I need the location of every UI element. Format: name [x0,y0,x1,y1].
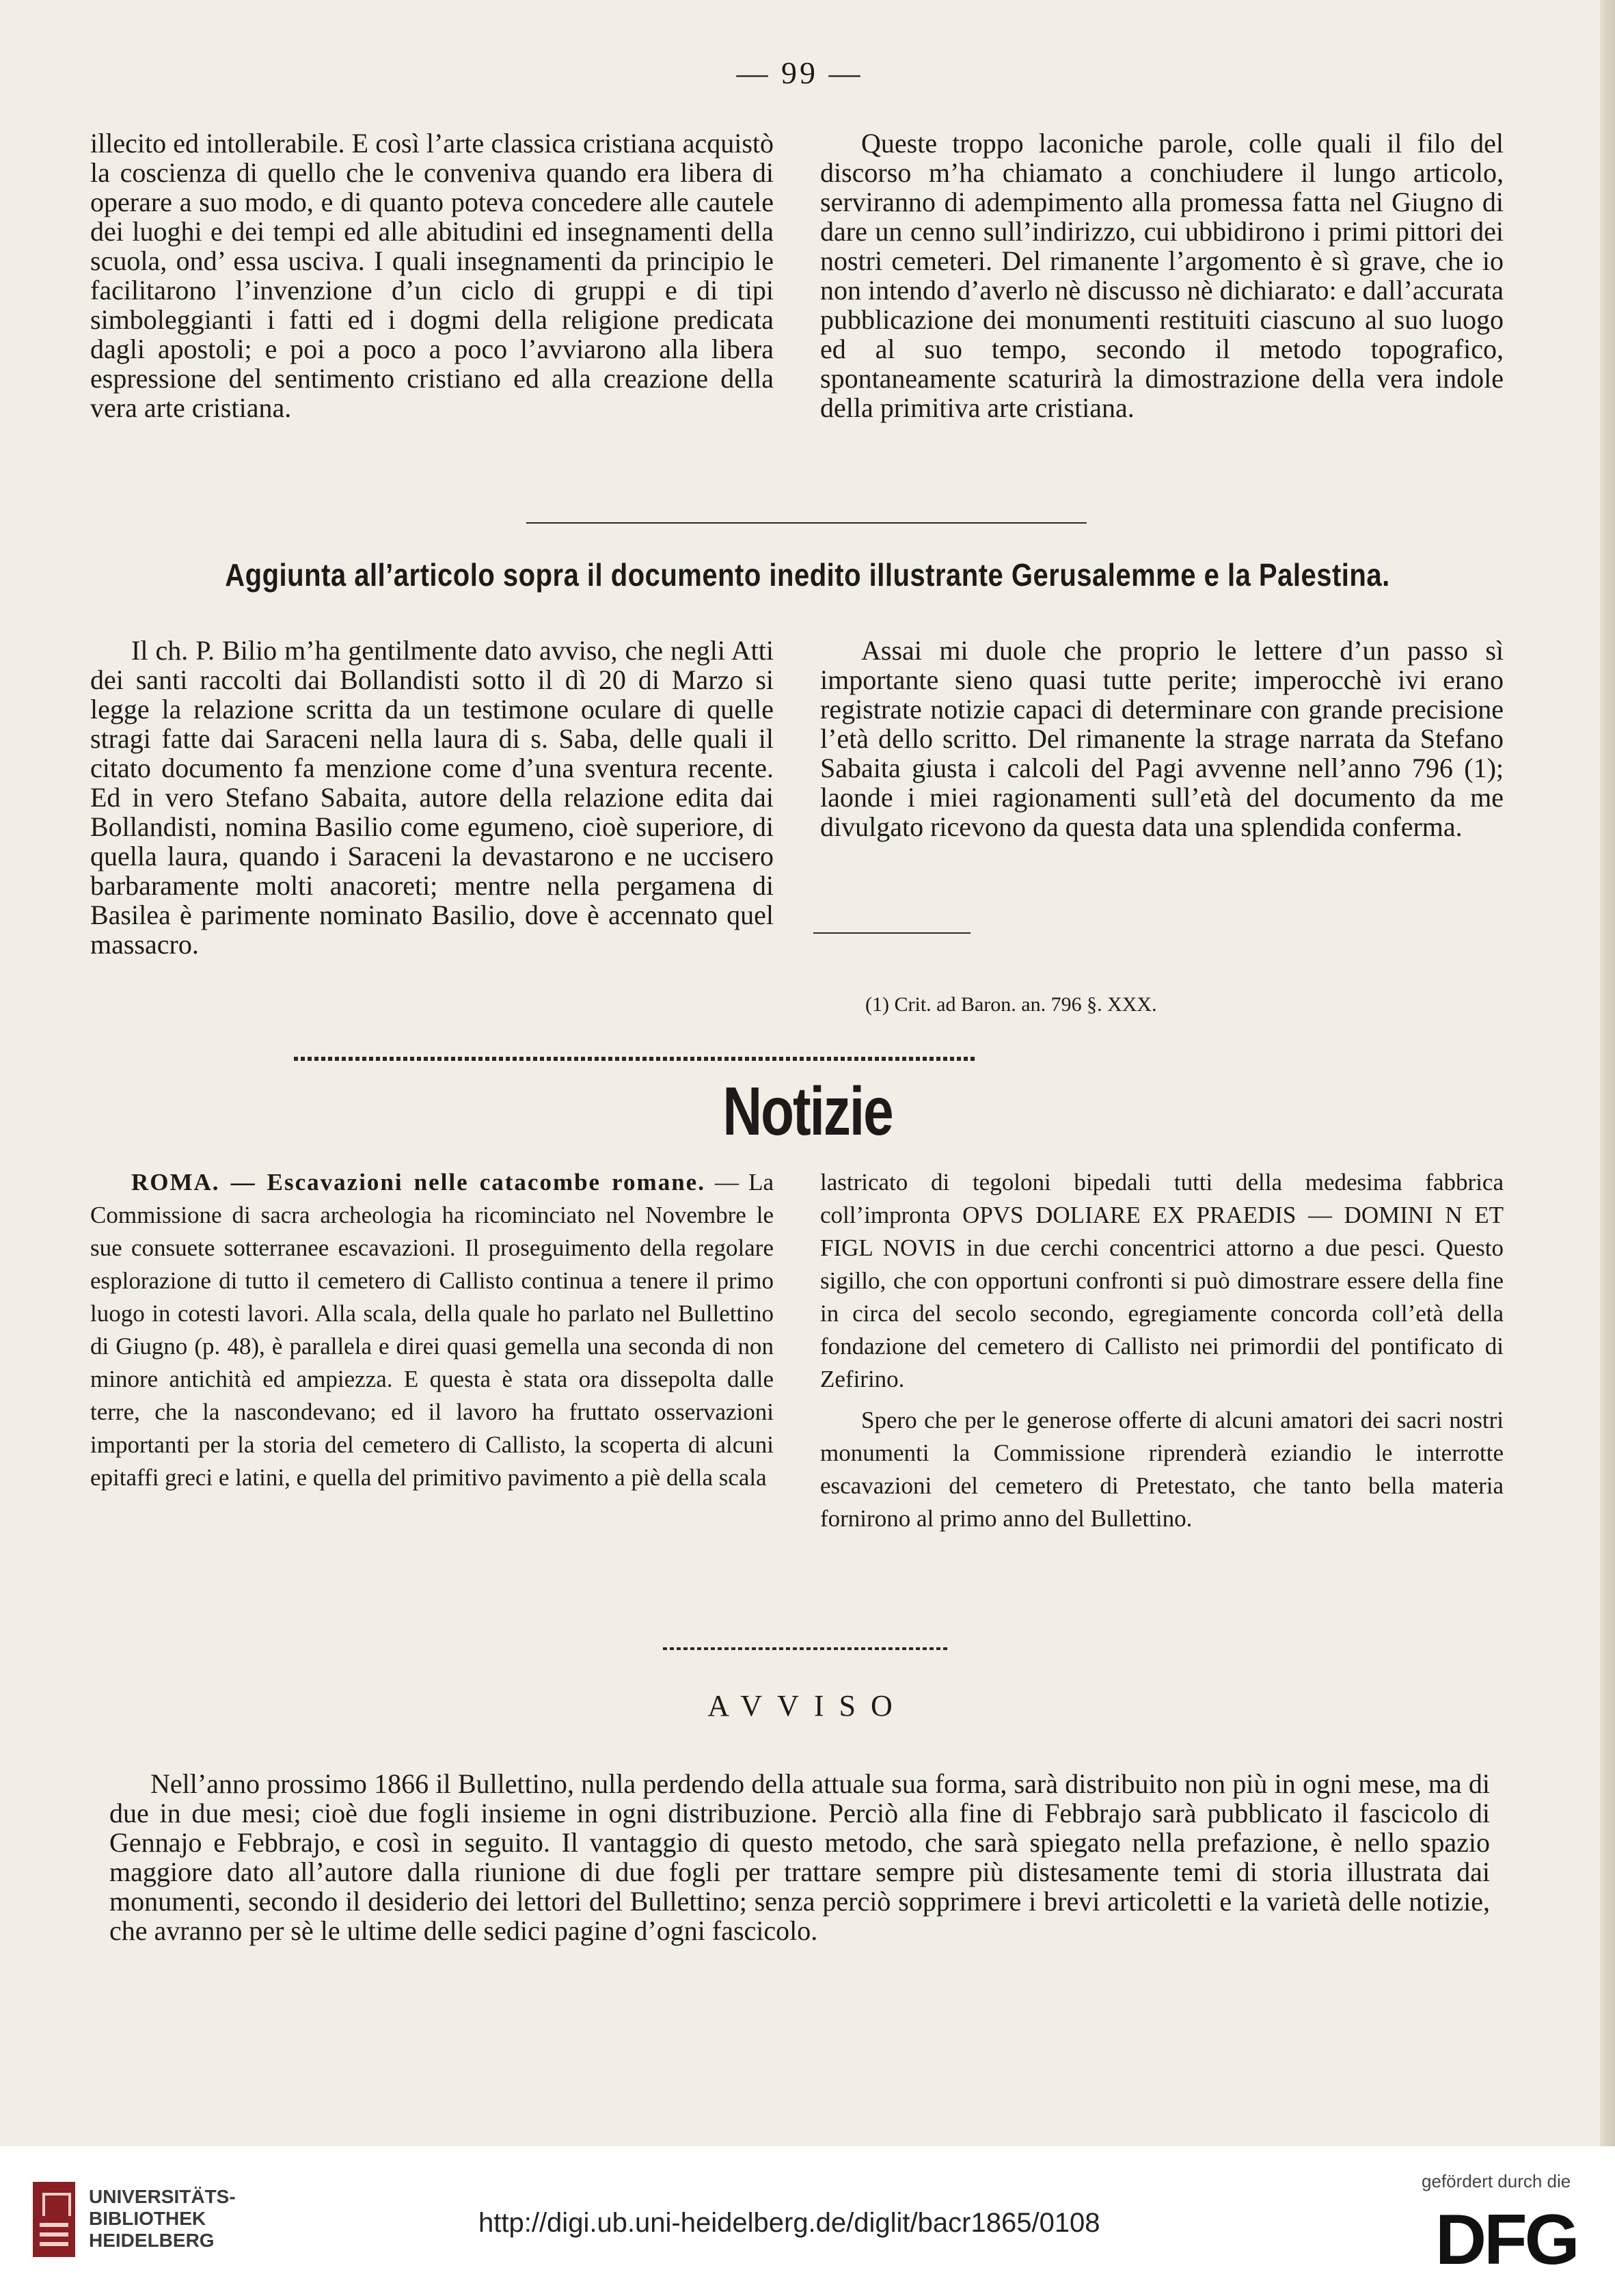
avviso-paragraph: Nell’anno prossimo 1866 il Bullettino, nulla perdendo della attuale sua forma, sarà distribuito non più in ogni mese, ma di due in due mesi; cioè due fogli insieme in ogni distribuzione. Perciò alla fine di Febbrajo sarà pubblicato il fascicolo di Gennajo e Febbrajo, e così in seguito. Il vantaggio di questo metodo, che sarà spiegato nella prefazione, è nello spazio maggiore dato all’autore dalla riunione di due fogli per trattare sempre più distesamente temi di storia illustrata dai monumenti, secondo il desiderio dei lettori del Bullettino; senza perciò sopprimere i brevi articoletti e la varietà delle notizie, che avranno per sè le ultime delle sedici pagine d’ogni fascicolo. [109,1768,1490,1946]
avviso-body [109,1769,1490,1945]
library-name: UNIVERSITÄTS- BIBLIOTHEK HEIDELBERG [89,2186,236,2251]
footnote [865,990,1480,1019]
footer-bar [0,2146,1615,2296]
footnote-text: (1) Crit. ad Baron. an. 796 §. XXX. [865,993,1157,1016]
aggiunta-right-column [820,636,1504,841]
dfg-logo: DFG [1435,2200,1577,2280]
top-right-column [820,129,1504,422]
top-left-column [90,129,774,422]
aggiunta-left-paragraph: Il ch. P. Bilio m’ha gentilmente dato avviso, che negli Atti dei santi raccolti dai Bollandisti sotto il dì 20 di Marzo si legge la relazione scritta da un testimone oculare di quelle stragi fatte dai Saraceni nella laura di s. Saba, delle quali il citato documento fa menzione come d’una sventura recente. Ed in vero Stefano Sabaita, autore della relazione edita dai Bollandisti, nomina Basilio come egumeno, cioè superiore, di quella laura, quando i Saraceni la devastarono e ne uccisero barbaramente molti anacoreti; mentre nella pergamena di Basilea è parimente nominato Basilio, dove è accennato quel massacro. [90,635,774,960]
avviso-heading: AVVISO [707,1689,908,1723]
notizie-left-column [90,1166,774,1494]
roma-heading: ROMA. — Escavazioni nelle catacombe romane. [131,1169,705,1196]
top-right-paragraph: Queste troppo laconiche parole, colle quali il filo del discorso m’ha chiamato a conchiudere il lungo articolo, serviranno di adempimento alla promessa fatta nel Giugno di dare un cenno sull’indirizzo, cui ubbidirono i primi pittori dei nostri cemeteri. Del rimanente l’argomento è sì grave, che io non intendo d’averlo nè discusso nè dichiarato: e dall’accurata pubblicazione dei monumenti restituiti ciascuno al suo luogo ed al suo tempo, secondo il metodo topografico, spontaneamente scaturirà la dimostrazione della vera indole della primitiva arte cristiana. [820,128,1504,423]
aggiunta-heading: Aggiunta all’articolo sopra il documento inedito illustrante Gerusalemme e la Palestina. [225,558,1390,593]
notizie-right-paragraph-2: Spero che per le generose offerte di alcuni amatori dei sacri nostri monumenti la Commissione riprenderà eziandio le interrotte escavazioni del cemetero di Pretestato, che tanto bella materia fornirono al primo anno del Bullettino. [820,1407,1504,1532]
aggiunta-left-column [90,636,774,959]
notizie-right-paragraph-1: lastricato di tegoloni bipedali tutti della medesima fabbrica coll’impronta OPVS DOLIARE EX PRAEDIS — DOMINI N ET FIGL NOVIS in due cerchi concentrici attorno a due pesci. Questo sigillo, che con opportuni confronti si può dimostrare essere della fine in circa del secolo secondo, egregiamente concorda coll’età della fondazione del cemetero di Callisto nei primordii del pontificato di Zefirino. [820,1169,1504,1392]
section-divider [526,522,1087,524]
aggiunta-right-paragraph: Assai mi duole che proprio le lettere d’un passo sì importante sieno quasi tutte perite; imperocchè ivi erano registrate notizie capaci di determinare con grande precisione l’età dello scritto. Del rimanente la strage narrata da Stefano Sabaita giusta i calcoli del Pagi avvenne nell’anno 796 (1); laonde i miei ragionamenti sull’età del documento da me divulgato ricevono da questa data una splendida conferma. [820,635,1504,842]
notizie-right-column [820,1166,1504,1535]
wavy-divider [294,1057,977,1061]
funded-by-label: gefördert durch die [1422,2171,1571,2191]
top-left-paragraph: illecito ed intollerabile. E così l’arte classica cristiana acquistò la coscienza di quello che le conveniva quando era libera di operare a suo modo, e di quanto poteva concedere alle cautele dei luoghi e dei tempi ed alle abitudini ed insegnamenti della scuola, ond’ essa usciva. I quali insegnamenti da principio le facilitarono l’invenzione d’un ciclo di gruppi e di tipi simboleggianti i fatti ed i dogmi della religione predicata dagli apostoli; e poi a poco a poco l’avviarono alla libera espressione del sentimento cristiano ed alla creazione della vera arte cristiana. [90,128,774,423]
page-number: — 99 — [736,55,863,90]
notizie-heading: Notizie [722,1072,893,1149]
source-url-link[interactable]: http://digi.ub.uni-heidelberg.de/diglit/bacr1865/0108 [478,2208,1100,2238]
footnote-rule [813,932,971,934]
university-library-logo-icon [33,2182,75,2257]
wavy-divider-2 [663,1647,950,1650]
notizie-left-text: — La Commissione di sacra archeologia ha ricominciato nel Novembre le sue consuete sotterranee escavazioni. Il proseguimento della regolare esplorazione di tutto il cemetero di Callisto continua a tenere il primo luogo in cotesti lavori. Alla scala, della quale ho parlato nel Bullettino di Giugno (p. 48), è parallela e direi quasi gemella una seconda di non minore antichità ed ampiezza. E questa è stata ora dissepolta dalle terre, che la nascondevano; ed il lavoro ha fruttato osservazioni importanti per la storia del cemetero di Callisto, la scoperta di alcuni epitaffi greci e latini, e quella del primitivo pavimento a piè della scala [90,1169,774,1491]
